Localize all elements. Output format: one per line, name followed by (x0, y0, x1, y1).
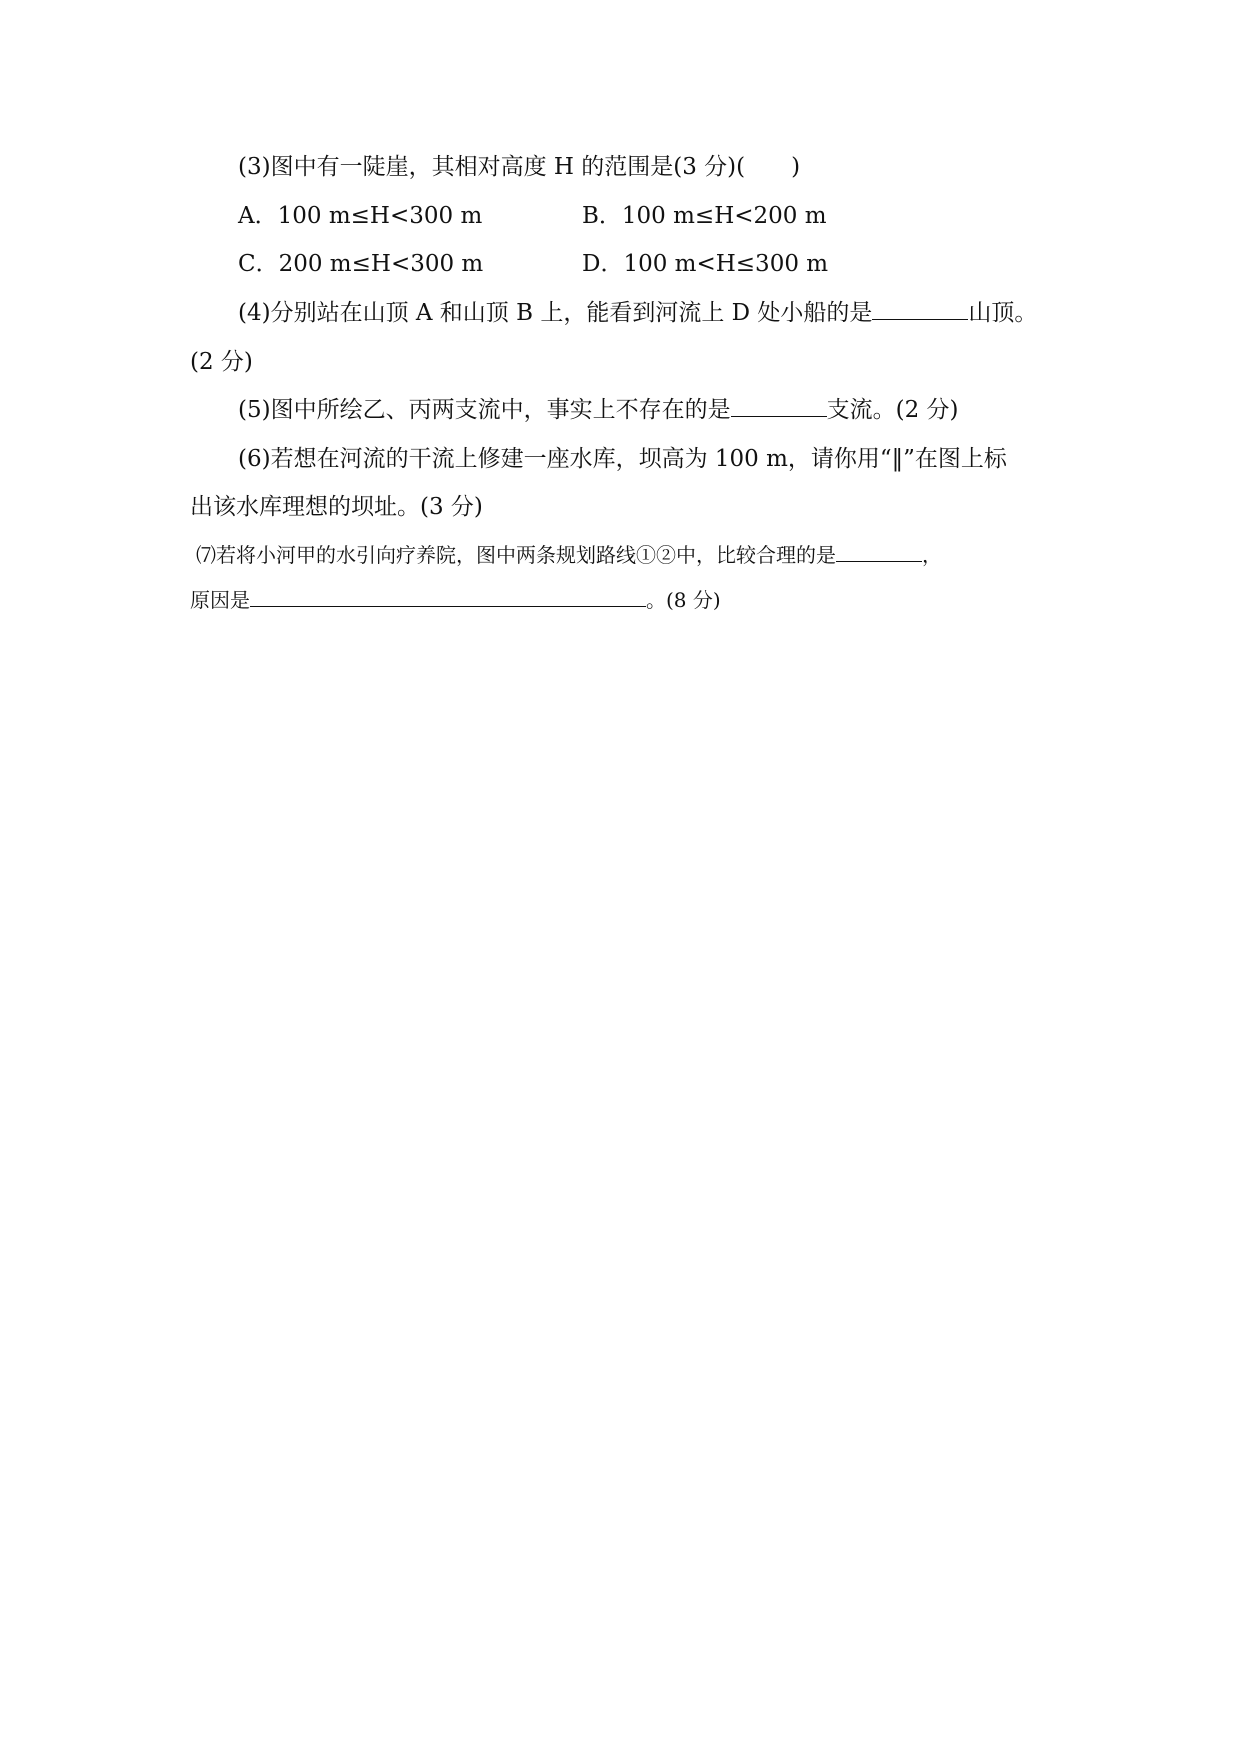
option-c[interactable]: C．200 m≤H<300 m (238, 251, 484, 277)
answer-blank-q5[interactable] (731, 394, 827, 417)
question-5-suffix: 支流。(2 分) (826, 397, 959, 423)
answer-blank-q7-reason[interactable] (250, 586, 646, 607)
question-4 (238, 297, 1037, 329)
question-4-text: (4)分别站在山顶 A 和山顶 B 上，能看到河流上 D 处小船的是 (238, 300, 873, 326)
question-7-score: 。(8 分) (646, 588, 721, 612)
question-3-stem: (3)图中有一陡崖，其相对高度 H 的范围是(3 分)( ) (238, 154, 801, 180)
option-d[interactable]: D．100 m<H≤300 m (582, 251, 829, 277)
question-7-text: ⑺若将小河甲的水引向疗养院，图中两条规划路线①②中，比较合理的是 (196, 543, 836, 567)
reason-label: 原因是 (190, 588, 250, 612)
question-3-options-row-2 (238, 248, 483, 280)
question-7-reason (190, 584, 721, 616)
question-5-text: (5)图中所绘乙、丙两支流中，事实上不存在的是 (238, 397, 731, 423)
option-d-wrap (582, 248, 828, 280)
option-b[interactable]: B．100 m≤H<200 m (582, 203, 827, 229)
option-b-wrap (582, 200, 827, 232)
question-4-score: (2 分) (190, 349, 253, 375)
question-6-line-2: 出该水库理想的坝址。(3 分) (190, 494, 483, 520)
question-5 (238, 394, 958, 426)
question-6-line-1: (6)若想在河流的干流上修建一座水库，坝高为 100 m，请你用“‖”在图上标 (238, 446, 1007, 472)
option-a[interactable]: A．100 m≤H<300 m (238, 203, 483, 229)
question-4-suffix: 山顶。 (968, 300, 1038, 326)
answer-blank-q4[interactable] (872, 297, 968, 320)
question-7-comma: ， (922, 543, 942, 567)
question-3-options-row-1 (238, 200, 482, 232)
question-7 (196, 539, 942, 571)
answer-blank-q7-route[interactable] (836, 541, 922, 562)
